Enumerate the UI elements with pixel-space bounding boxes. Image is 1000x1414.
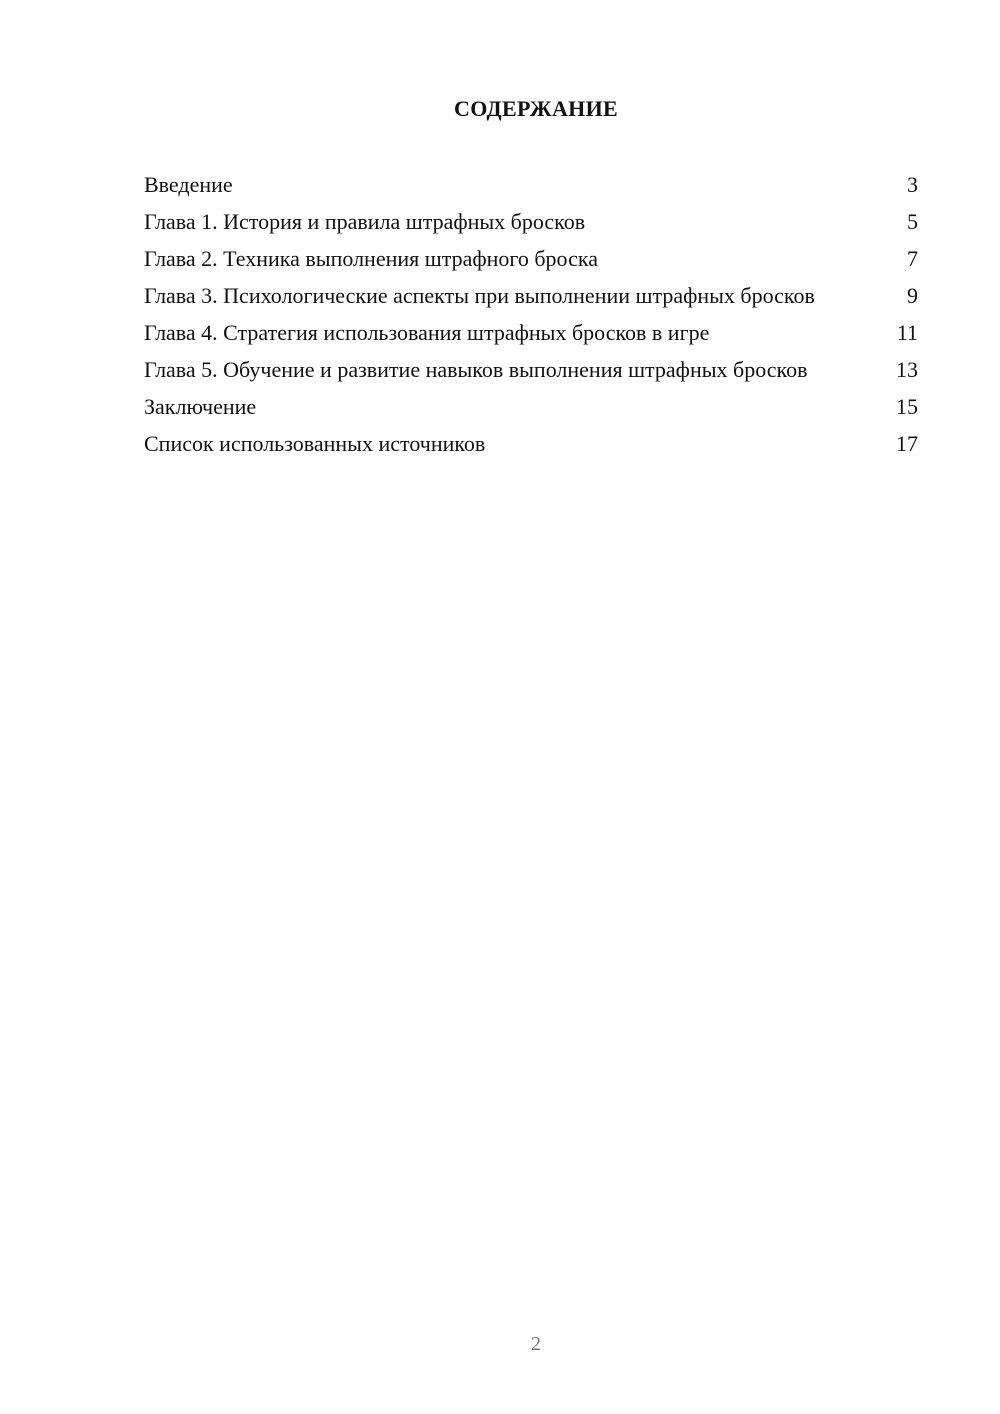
toc-entry-page: 11 bbox=[896, 320, 918, 345]
page-number: 2 bbox=[531, 1333, 541, 1355]
toc-entry-text: Глава 5. Обучение и развитие навыков выполнения штрафных бросков bbox=[144, 357, 808, 382]
toc-entry-references bbox=[144, 431, 918, 457]
toc-entry-page: 17 bbox=[896, 431, 918, 456]
toc-entry-conclusion bbox=[144, 394, 918, 420]
toc-entry-text: Глава 1. История и правила штрафных бросков bbox=[144, 209, 586, 234]
toc-entry-page: 3 bbox=[907, 172, 918, 197]
toc-entry-text: Введение bbox=[144, 172, 233, 197]
toc-entry-chapter-2 bbox=[144, 246, 918, 272]
toc-entry-introduction bbox=[144, 172, 918, 198]
page-title: СОДЕРЖАНИЕ bbox=[454, 96, 618, 121]
toc-entry-chapter-1 bbox=[144, 209, 918, 235]
toc-entry-text: Заключение bbox=[144, 394, 257, 419]
toc-entry-text: Глава 2. Техника выполнения штрафного броска bbox=[144, 246, 598, 271]
toc-entry-page: 15 bbox=[896, 394, 918, 419]
toc-entry-page: 13 bbox=[896, 357, 918, 382]
toc-entry-text: Глава 3. Психологические аспекты при выполнении штрафных бросков bbox=[144, 283, 815, 308]
toc-entry-chapter-4 bbox=[144, 320, 918, 346]
toc-entry-text: Список использованных источников bbox=[144, 431, 486, 456]
toc-entry-text: Глава 4. Стратегия использования штрафных бросков в игре bbox=[144, 320, 710, 345]
toc-entry-chapter-3 bbox=[144, 283, 918, 309]
toc-entry-chapter-5 bbox=[144, 357, 918, 383]
toc-entry-page: 5 bbox=[907, 209, 918, 234]
table-of-contents bbox=[144, 172, 918, 468]
toc-entry-page: 7 bbox=[907, 246, 918, 271]
toc-entry-page: 9 bbox=[907, 283, 918, 308]
